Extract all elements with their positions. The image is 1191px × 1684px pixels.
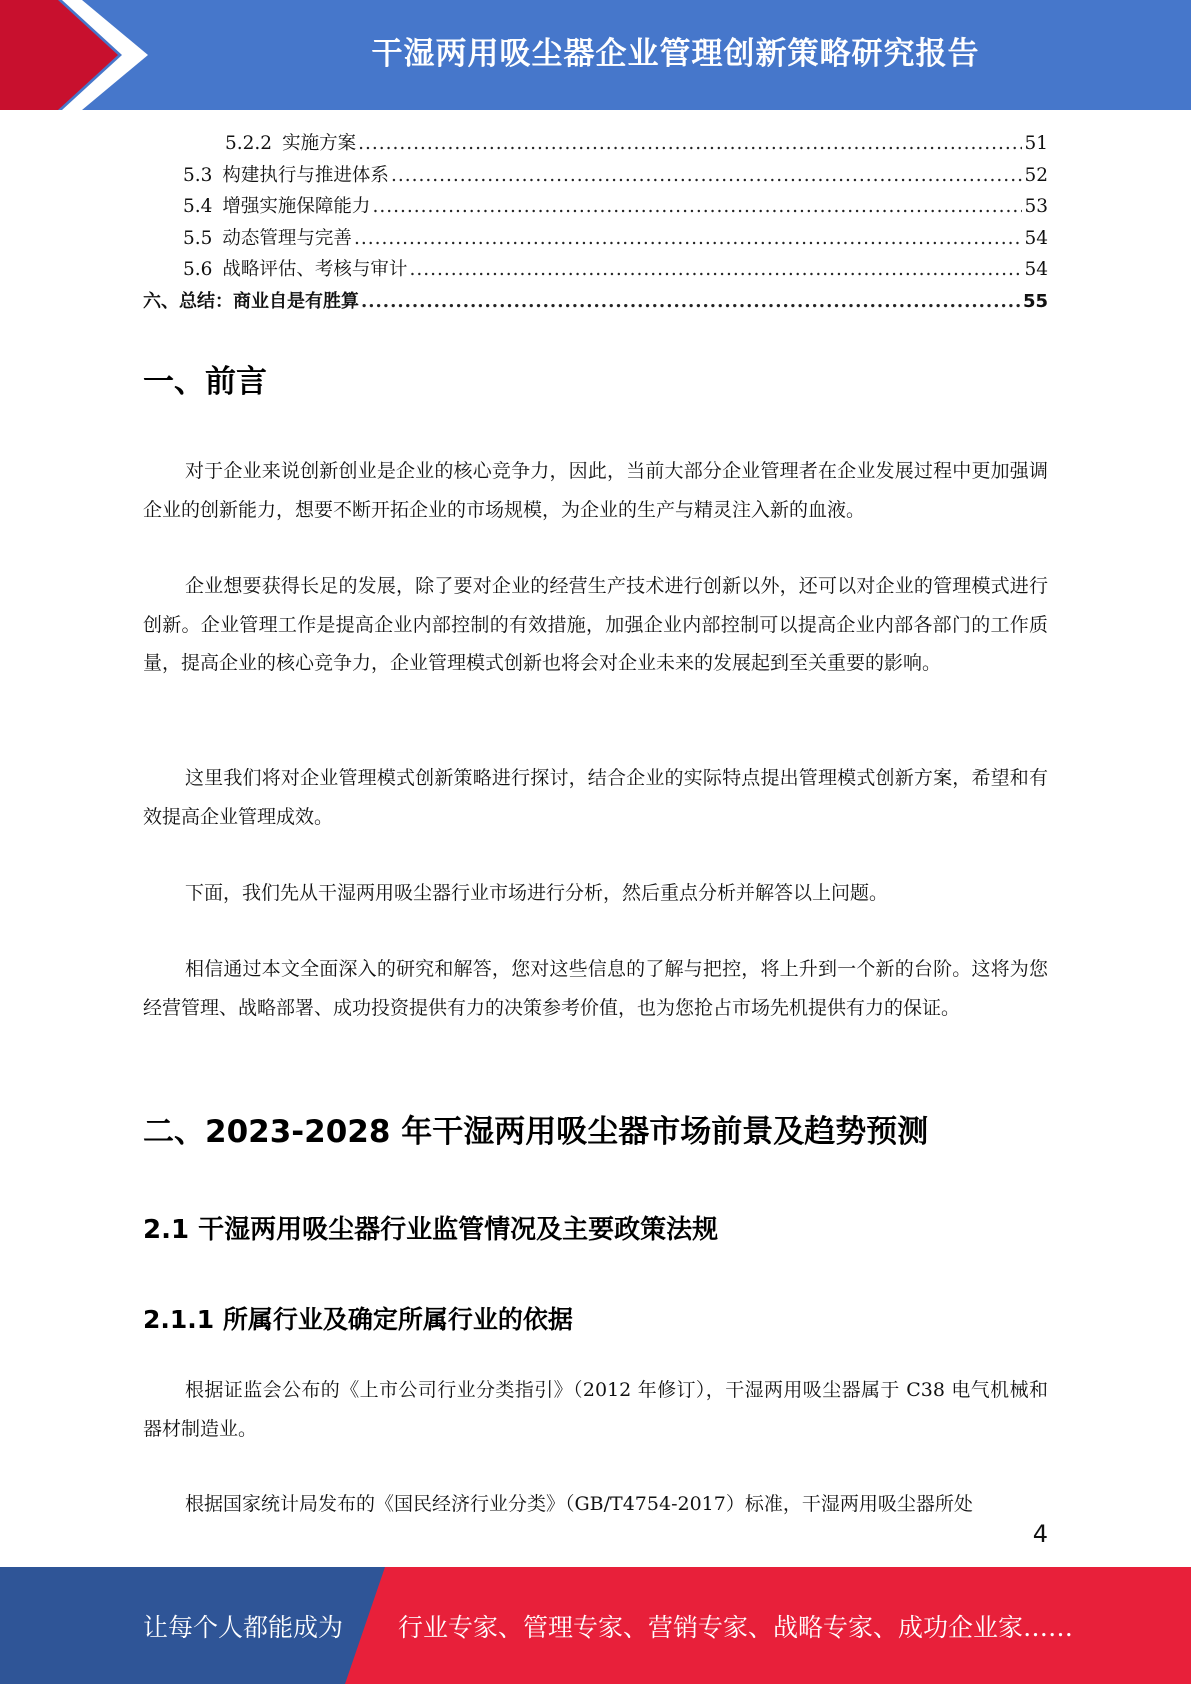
toc-entry[interactable] [143, 191, 1048, 223]
toc-entry-page: 53 [1024, 196, 1048, 217]
section-heading: 2.1 干湿两用吸尘器行业监管情况及主要政策法规 [143, 1215, 719, 1245]
body-paragraph: 相信通过本文全面深入的研究和解答，您对这些信息的了解与把控，将上升到一个新的台阶。这将为您经营管理、战略部署、成功投资提供有力的决策参考价值，也为您抢占市场先机提供有力的保证。 [143, 958, 1048, 1019]
body-paragraph: 下面，我们先从干湿两用吸尘器行业市场进行分析，然后重点分析并解答以上问题。 [185, 882, 889, 904]
toc-entry-number: 5.5 [183, 227, 213, 249]
toc-entry-title: 增强实施保障能力 [222, 196, 371, 217]
toc-entry-title: 实施方案 [282, 133, 357, 154]
toc-leader-dots [372, 191, 1022, 223]
toc-entry-number: 5.3 [183, 164, 213, 186]
toc-entry-title: 动态管理与完善 [222, 227, 352, 249]
toc-entry[interactable] [143, 254, 1048, 286]
subsection-heading: 2.1.1 所属行业及确定所属行业的依据 [143, 1305, 573, 1334]
footer-slogan-right: 行业专家、管理专家、营销专家、战略专家、成功企业家…… [398, 1612, 1074, 1642]
header-red-arrow-decoration [0, 0, 150, 110]
toc-entry-page: 54 [1024, 259, 1048, 280]
body-paragraph: 根据国家统计局发布的《国民经济行业分类》（GB/T4754-2017）标准，干湿两用吸尘器所处 [185, 1493, 973, 1515]
toc-leader-dots [358, 128, 1022, 160]
toc-entry-number: 5.2.2 [225, 133, 273, 154]
toc-entry-title: 构建执行与推进体系 [222, 164, 389, 186]
toc-entry-title: 六、总结：商业自是有胜算 [143, 290, 359, 312]
toc-entry[interactable] [143, 286, 1048, 318]
body-paragraph: 企业想要获得长足的发展，除了要对企业的经营生产技术进行创新以外，还可以对企业的管理模式进行创新。企业管理工作是提高企业内部控制的有效措施，加强企业内部控制可以提高企业内部各部门的工作质量，提高企业的核心竞争力，企业管理模式创新也将会对企业未来的发展起到至关重要的影响。 [143, 575, 1048, 674]
toc-entry-number: 5.6 [183, 259, 213, 280]
toc-entry-page: 52 [1024, 164, 1048, 186]
toc-entry-page: 51 [1024, 133, 1048, 154]
page-header [0, 0, 1191, 110]
toc-leader-dots [354, 223, 1023, 255]
toc-leader-dots [409, 254, 1022, 286]
toc-leader-dots [391, 160, 1023, 192]
page-number: 4 [1032, 1520, 1048, 1548]
toc-entry[interactable] [143, 223, 1048, 255]
table-of-contents [143, 128, 1048, 317]
preface-heading: 一、前言 [143, 364, 267, 400]
toc-entry[interactable] [143, 128, 1048, 160]
toc-leader-dots [361, 286, 1021, 318]
body-paragraph: 根据证监会公布的《上市公司行业分类指引》（2012 年修订），干湿两用吸尘器属于 C38 电气机械和器材制造业。 [143, 1379, 1048, 1440]
page-footer [0, 1567, 1191, 1684]
footer-slogan-left: 让每个人都能成为 [143, 1612, 344, 1642]
chapter-heading: 二、2023-2028 年干湿两用吸尘器市场前景及趋势预测 [143, 1114, 929, 1150]
header-title: 干湿两用吸尘器企业管理创新策略研究报告 [371, 35, 980, 72]
body-paragraph: 对于企业来说创新创业是企业的核心竞争力，因此，当前大部分企业管理者在企业发展过程中更加强调企业的创新能力，想要不断开拓企业的市场规模，为企业的生产与精灵注入新的血液。 [143, 460, 1048, 521]
toc-entry-page: 54 [1024, 227, 1048, 249]
toc-entry[interactable] [143, 160, 1048, 192]
toc-entry-title: 战略评估、考核与审计 [222, 259, 408, 280]
body-paragraph: 这里我们将对企业管理模式创新策略进行探讨，结合企业的实际特点提出管理模式创新方案，希望和有效提高企业管理成效。 [143, 767, 1048, 828]
toc-entry-number: 5.4 [183, 196, 213, 217]
toc-entry-page: 55 [1022, 290, 1048, 312]
